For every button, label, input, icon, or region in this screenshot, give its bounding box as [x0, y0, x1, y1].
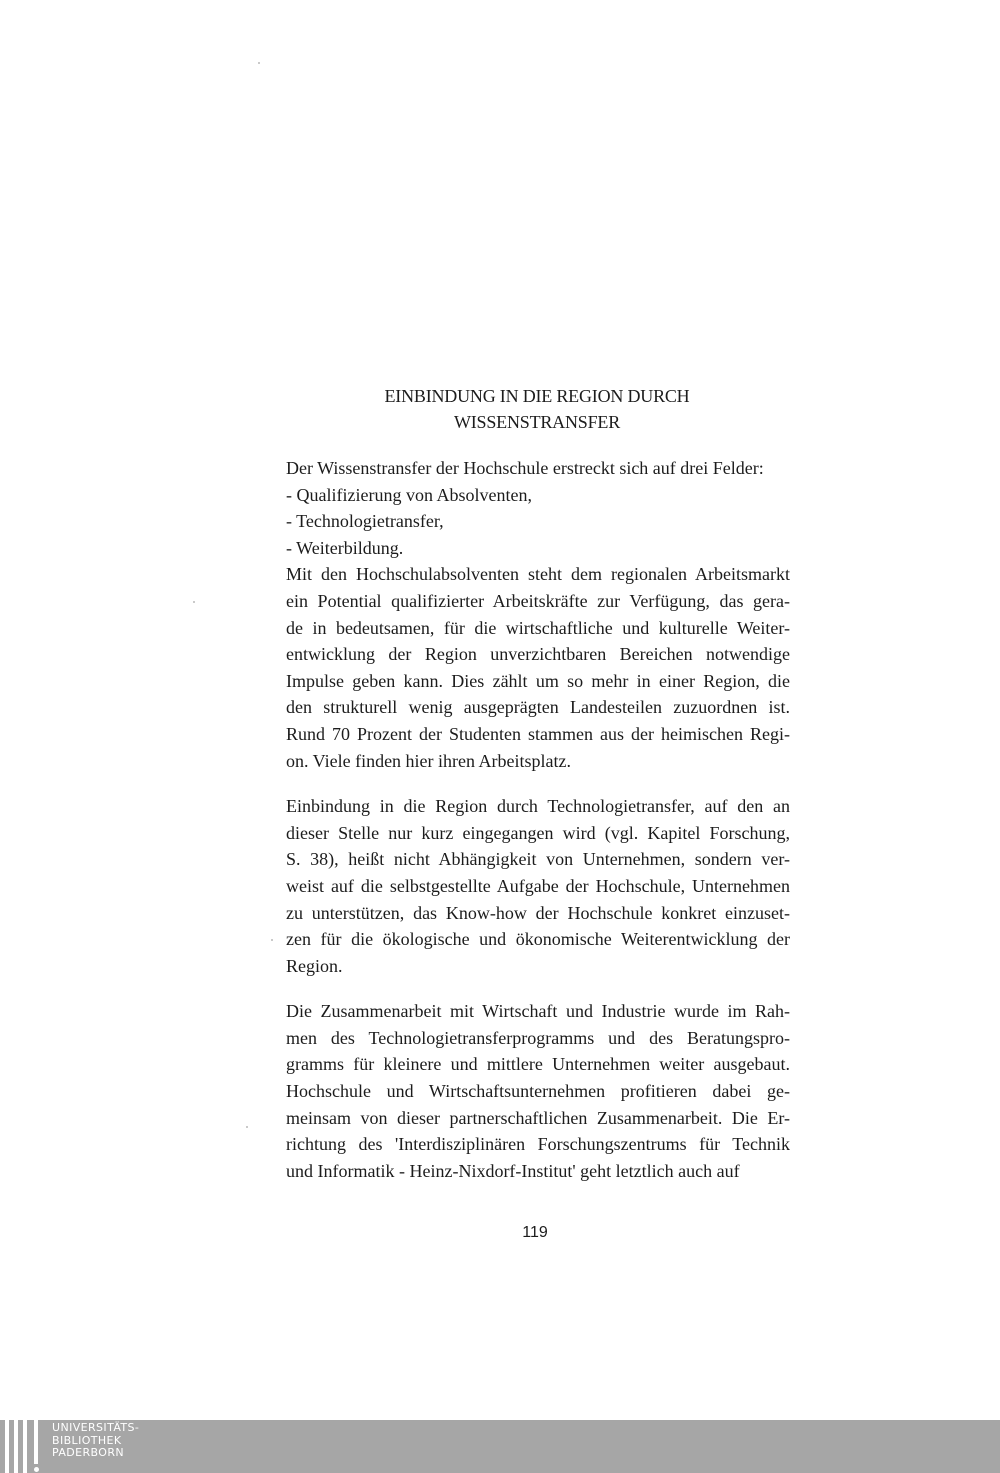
text-line: richtung des 'Interdisziplinären Forschungszentrums für Technik [286, 1134, 790, 1155]
text-line: Region. [286, 955, 343, 976]
text-line: gramms für kleinere und mittlere Unternehmen weiter ausgebaut. [286, 1054, 790, 1075]
paragraph [286, 998, 790, 1184]
heading-line: WISSENSTRANSFER [453, 412, 621, 432]
text-line: zu unterstützen, das Know-how der Hochschule konkret einzuset- [286, 902, 790, 923]
text-line: Impulse geben kann. Dies zählt um so mehr in einer Region, die [286, 670, 790, 691]
section-heading [286, 383, 788, 435]
text-line: Mit den Hochschulabsolventen steht dem regionalen Arbeitsmarkt [286, 564, 790, 585]
logo-line: PADERBORN [52, 1446, 125, 1459]
text-line: Einbindung in die Region durch Technologietransfer, auf den an [286, 796, 790, 817]
text-line: Rund 70 Prozent der Studenten stammen aus der heimischen Regi- [286, 723, 790, 744]
paragraph [286, 793, 790, 979]
scan-speck [246, 1126, 248, 1128]
text-line: - Weiterbildung. [286, 537, 404, 558]
logo-line: BIBLIOTHEK [52, 1433, 122, 1447]
library-footer-bar [0, 1420, 1000, 1473]
text-line: S. 38), heißt nicht Abhängigkeit von Unternehmen, sondern ver- [286, 849, 790, 870]
text-line: entwicklung der Region unverzichtbaren Bereichen notwendige [286, 644, 790, 665]
text-line: meinsam von dieser partnerschaftlichen Zusammenarbeit. Die Er- [286, 1107, 790, 1128]
text-line: zen für die ökologische und ökonomische Weiterentwicklung der [286, 929, 790, 950]
text-line: ein Potential qualifizierter Arbeitskräfte zur Verfügung, das gera- [286, 590, 790, 611]
heading-line: EINBINDUNG IN DIE REGION DURCH [384, 386, 690, 406]
text-line: Die Zusammenarbeit mit Wirtschaft und Industrie wurde im Rah- [286, 1001, 790, 1022]
text-line: men des Technologietransferprogramms und des Beratungspro- [286, 1027, 790, 1048]
text-line: und Informatik - Heinz-Nixdorf-Institut' geht letztlich auch auf [286, 1160, 740, 1181]
scan-speck [258, 62, 260, 64]
body-text [286, 455, 790, 1184]
text-line: weist auf die selbstgestellte Aufgabe der Hochschule, Unternehmen [286, 875, 790, 896]
paragraph [286, 455, 790, 774]
page-number: 119 [522, 1224, 548, 1241]
text-line: de in bedeutsamen, für die wirtschaftliche und kulturelle Weiter- [286, 617, 790, 638]
text-line: den strukturell wenig ausgeprägten Landesteilen zuzuordnen ist. [286, 697, 790, 718]
library-logo-text [52, 1422, 139, 1460]
text-line: - Technologietransfer, [286, 511, 444, 532]
text-line: - Qualifizierung von Absolventen, [286, 484, 532, 505]
scan-speck [193, 601, 195, 603]
logo-line: UNIVERSITÄTS- [52, 1421, 140, 1434]
text-line: on. Viele finden hier ihren Arbeitsplatz. [286, 750, 572, 771]
scan-speck [271, 939, 273, 941]
text-line: Hochschule und Wirtschaftsunternehmen profitieren dabei ge- [286, 1081, 790, 1102]
text-line: dieser Stelle nur kurz eingegangen wird (vgl. Kapitel Forschung, [286, 822, 790, 843]
text-line: Der Wissenstransfer der Hochschule erstreckt sich auf drei Felder: [286, 458, 764, 478]
